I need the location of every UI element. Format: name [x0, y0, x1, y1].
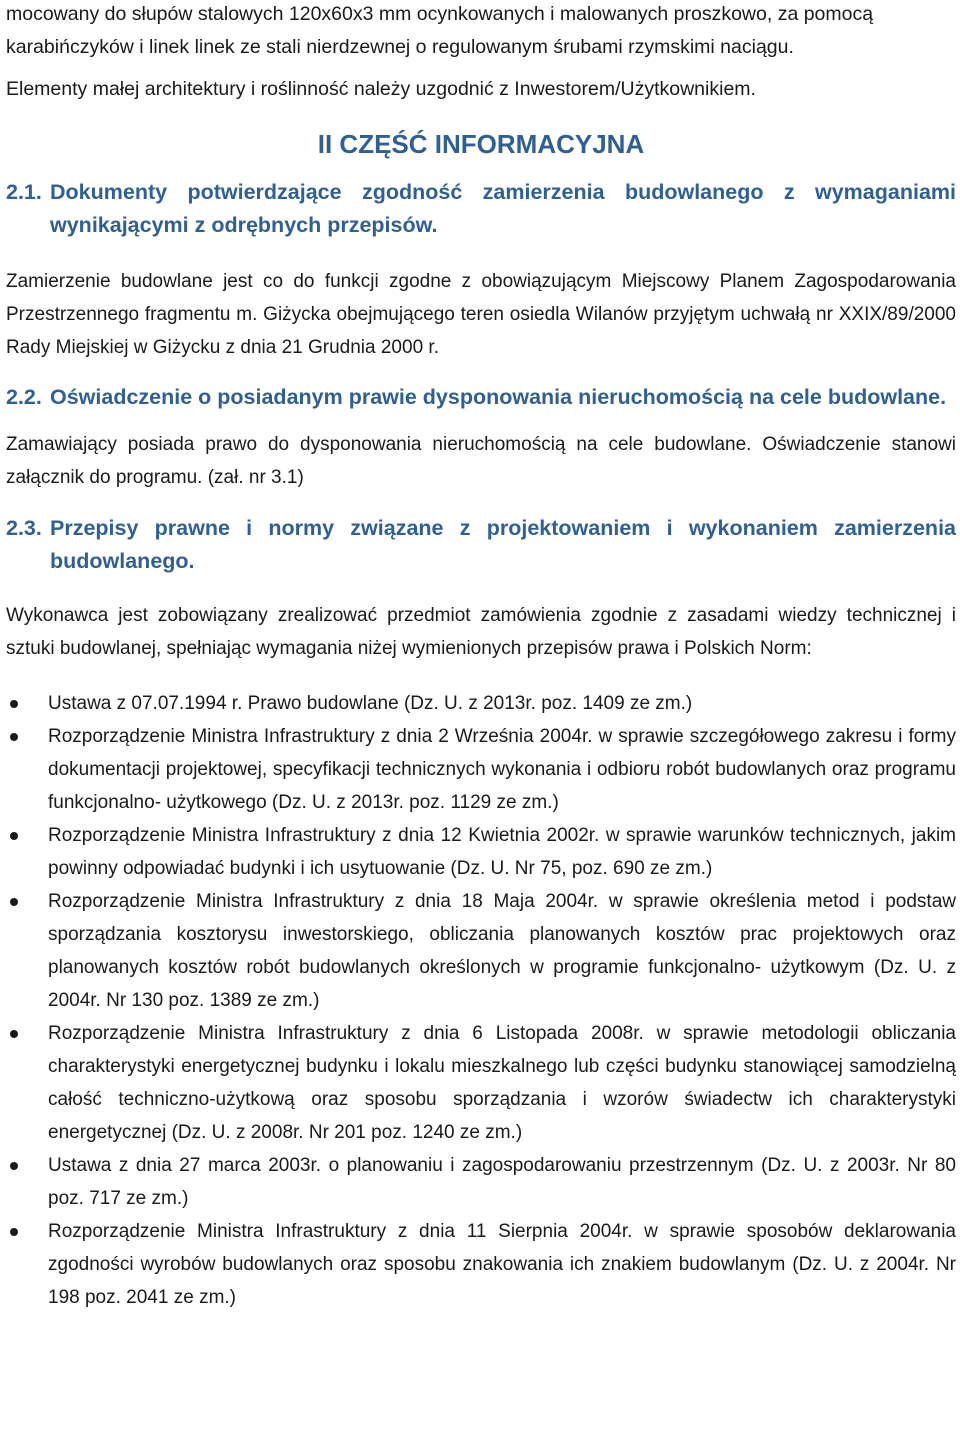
list-item: Rozporządzenie Ministra Infrastruktury z dnia 6 Listopada 2008r. w sprawie metodologii obliczania charakterystyki energetycznej budynku i lokalu mieszkalnego lub części budynku stanowiącej samodzielną całość techniczno-użytkową oraz sposobu sporządzania i wzorów świadectw ich charakterystyki energetycznej (Dz. U. z 2008r. Nr 201 poz. 1240 ze zm.) [6, 1017, 956, 1149]
list-item: Rozporządzenie Ministra Infrastruktury z dnia 12 Kwietnia 2002r. w sprawie warunków technicznych, jakim powinny odpowiadać budynki i ich usytuowanie (Dz. U. Nr 75, poz. 690 ze zm.) [6, 819, 956, 885]
list-item: Ustawa z 07.07.1994 r. Prawo budowlane (Dz. U. z 2013r. poz. 1409 ze zm.) [6, 687, 956, 720]
section-number: 2.2. [6, 385, 42, 409]
document-page [6, 0, 956, 1314]
section-heading-2-2 [6, 381, 956, 414]
section-body-2-3: Wykonawca jest zobowiązany zrealizować przedmiot zamówienia zgodnie z zasadami wiedzy technicznej i sztuki budowlanej, spełniając wymagania niżej wymienionych przepisów prawa i Polskich Norm: [6, 605, 956, 659]
section-title: Oświadczenie o posiadanym prawie dysponowania nieruchomością na cele budowlane. [50, 385, 947, 409]
list-item: Ustawa z dnia 27 marca 2003r. o planowaniu i zagospodarowaniu przestrzennym (Dz. U. z 2003r. Nr 80 poz. 717 ze zm.) [6, 1149, 956, 1215]
bullet-icon [6, 720, 48, 741]
section-number: 2.1. [6, 180, 42, 204]
intro-note: Elementy małej architektury i roślinność należy uzgodnić z Inwestorem/Użytkownikiem. [6, 78, 756, 100]
section-heading-2-3 [6, 512, 956, 578]
list-item: Rozporządzenie Ministra Infrastruktury z dnia 2 Września 2004r. w sprawie szczegółowego zakresu i formy dokumentacji projektowej, specyfikacji technicznych wykonania i odbioru robót budowlanych oraz programu funkcjonalno- użytkowego (Dz. U. z 2013r. poz. 1129 ze zm.) [6, 720, 956, 819]
bullet-icon [6, 1017, 48, 1038]
bullet-icon [6, 1149, 48, 1170]
intro-paragraph: mocowany do słupów stalowych 120x60x3 mm ocynkowanych i malowanych proszkowo, za pomocą karabińczyków i linek linek ze stali nierdzewnej o regulowanym śrubami rzymskimi naciągu. [6, 3, 874, 58]
section-body-2-2: Zamawiający posiada prawo do dysponowania nieruchomością na cele budowlane. Oświadczenie stanowi załącznik do programu. (zał. nr 3.1) [6, 434, 956, 488]
bullet-icon [6, 885, 48, 906]
bullet-icon [6, 687, 48, 708]
section-heading-2-1 [6, 176, 956, 242]
section-body-2-1: Zamierzenie budowlane jest co do funkcji zgodne z obowiązującym Miejscowy Planem Zagospodarowania Przestrzennego fragmentu m. Giżycka obejmującego teren osiedla Wilanów przyjętym uchwałą nr XXIX/89/2000 Rady Miejskiej w Giżycku z dnia 21 Grudnia 2000 r. [6, 271, 956, 358]
list-item: Rozporządzenie Ministra Infrastruktury z dnia 18 Maja 2004r. w sprawie określenia metod i podstaw sporządzania kosztorysu inwestorskiego, obliczania planowanych kosztów prac projektowych oraz planowanych kosztów robót budowlanych określonych w programie funkcjonalno- użytkowym (Dz. U. z 2004r. Nr 130 poz. 1389 ze zm.) [6, 885, 956, 1017]
list-item: Rozporządzenie Ministra Infrastruktury z dnia 11 Sierpnia 2004r. w sprawie sposobów deklarowania zgodności wyrobów budowlanych oraz sposobu znakowania ich znakiem budowlanym (Dz. U. z 2004r. Nr 198 poz. 2041 ze zm.) [6, 1215, 956, 1314]
bullet-icon [6, 819, 48, 840]
section-title: Przepisy prawne i normy związane z projektowaniem i wykonaniem zamierzenia budowlanego. [50, 516, 956, 573]
regulations-list [6, 687, 956, 1314]
section-number: 2.3. [6, 516, 42, 540]
bullet-icon [6, 1215, 48, 1236]
section-title: Dokumenty potwierdzające zgodność zamierzenia budowlanego z wymaganiami wynikającymi z odrębnych przepisów. [50, 180, 956, 237]
part-title: II CZĘŚĆ INFORMACYJNA [317, 129, 645, 159]
